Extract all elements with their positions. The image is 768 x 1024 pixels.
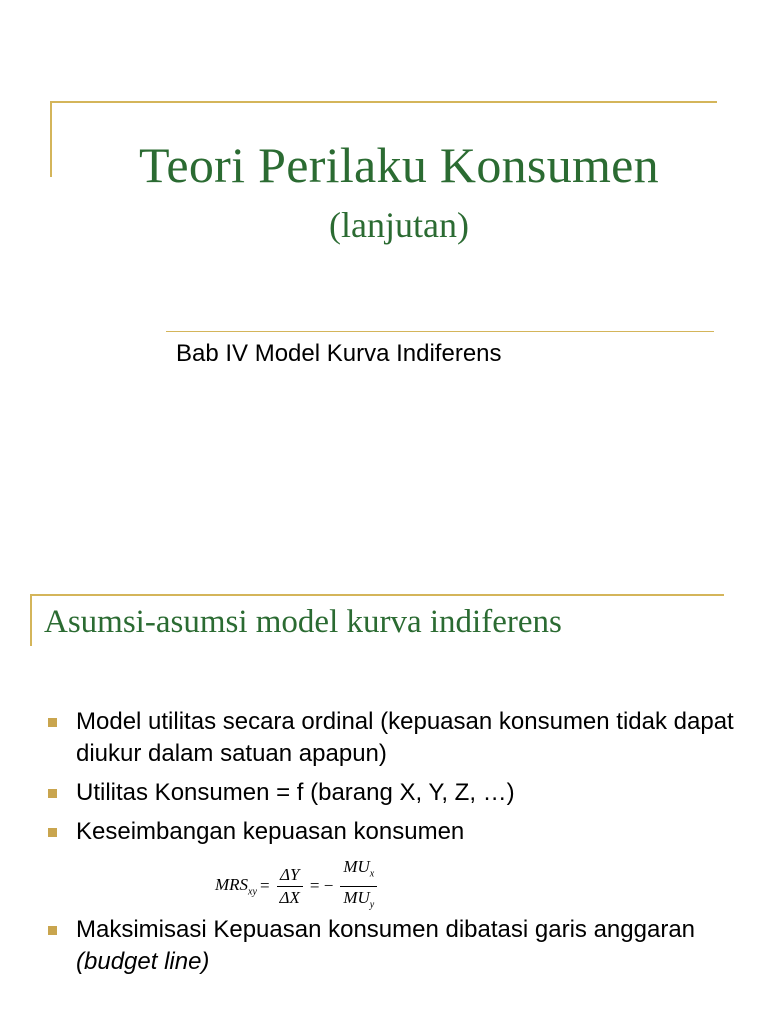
mu-y: $MU_y$: [343, 887, 375, 910]
bullet-text: Utilitas Konsumen = f (barang X, Y, Z, …): [76, 779, 515, 806]
bullet-square-icon: [48, 718, 57, 727]
budget-line-term: (budget line): [76, 948, 210, 975]
slide1-divider: [166, 331, 714, 332]
slide2-top-rule: [30, 594, 724, 596]
slide2-left-rule: [30, 594, 32, 646]
bullet-maximization: [48, 914, 738, 978]
chapter-heading: Bab IV Model Kurva Indiferens: [176, 340, 502, 367]
mu-x: $MU_x$: [343, 857, 375, 880]
mrs-formula: [215, 858, 381, 914]
equals-sign: =: [259, 876, 270, 895]
bullet-square-icon: [48, 828, 57, 837]
bullet-square-icon: [48, 926, 57, 935]
bullet-text: Maksimisasi Kepuasan konsumen dibatasi garis anggaran: [76, 916, 696, 943]
bullet-text: Model utilitas secara ordinal (kepuasan konsumen tidak dapat diukur dalam satuan apapun): [76, 708, 734, 767]
equals-minus-sign: = −: [309, 876, 334, 895]
marginal-utility-fraction: [340, 856, 377, 916]
slide2-title: Asumsi-asumsi model kurva indiferens: [44, 604, 562, 640]
bullet-equilibrium: [48, 816, 738, 848]
slide1-top-rule: [50, 101, 717, 103]
slide1-subtitle: (lanjutan): [329, 205, 469, 245]
delta-x: ΔX: [279, 887, 300, 907]
bullet-utility-function: [48, 777, 738, 809]
mrs-symbol: $MRS_{xy}$: [215, 874, 257, 898]
delta-y: ΔY: [280, 864, 300, 884]
bullet-text: Keseimbangan kepuasan konsumen: [76, 818, 465, 845]
delta-fraction: [277, 864, 303, 909]
bullet-ordinal-utility: [48, 706, 738, 770]
slide1-title: Teori Perilaku Konsumen: [139, 137, 659, 193]
bullet-square-icon: [48, 789, 57, 798]
bullet-list: [48, 706, 738, 985]
